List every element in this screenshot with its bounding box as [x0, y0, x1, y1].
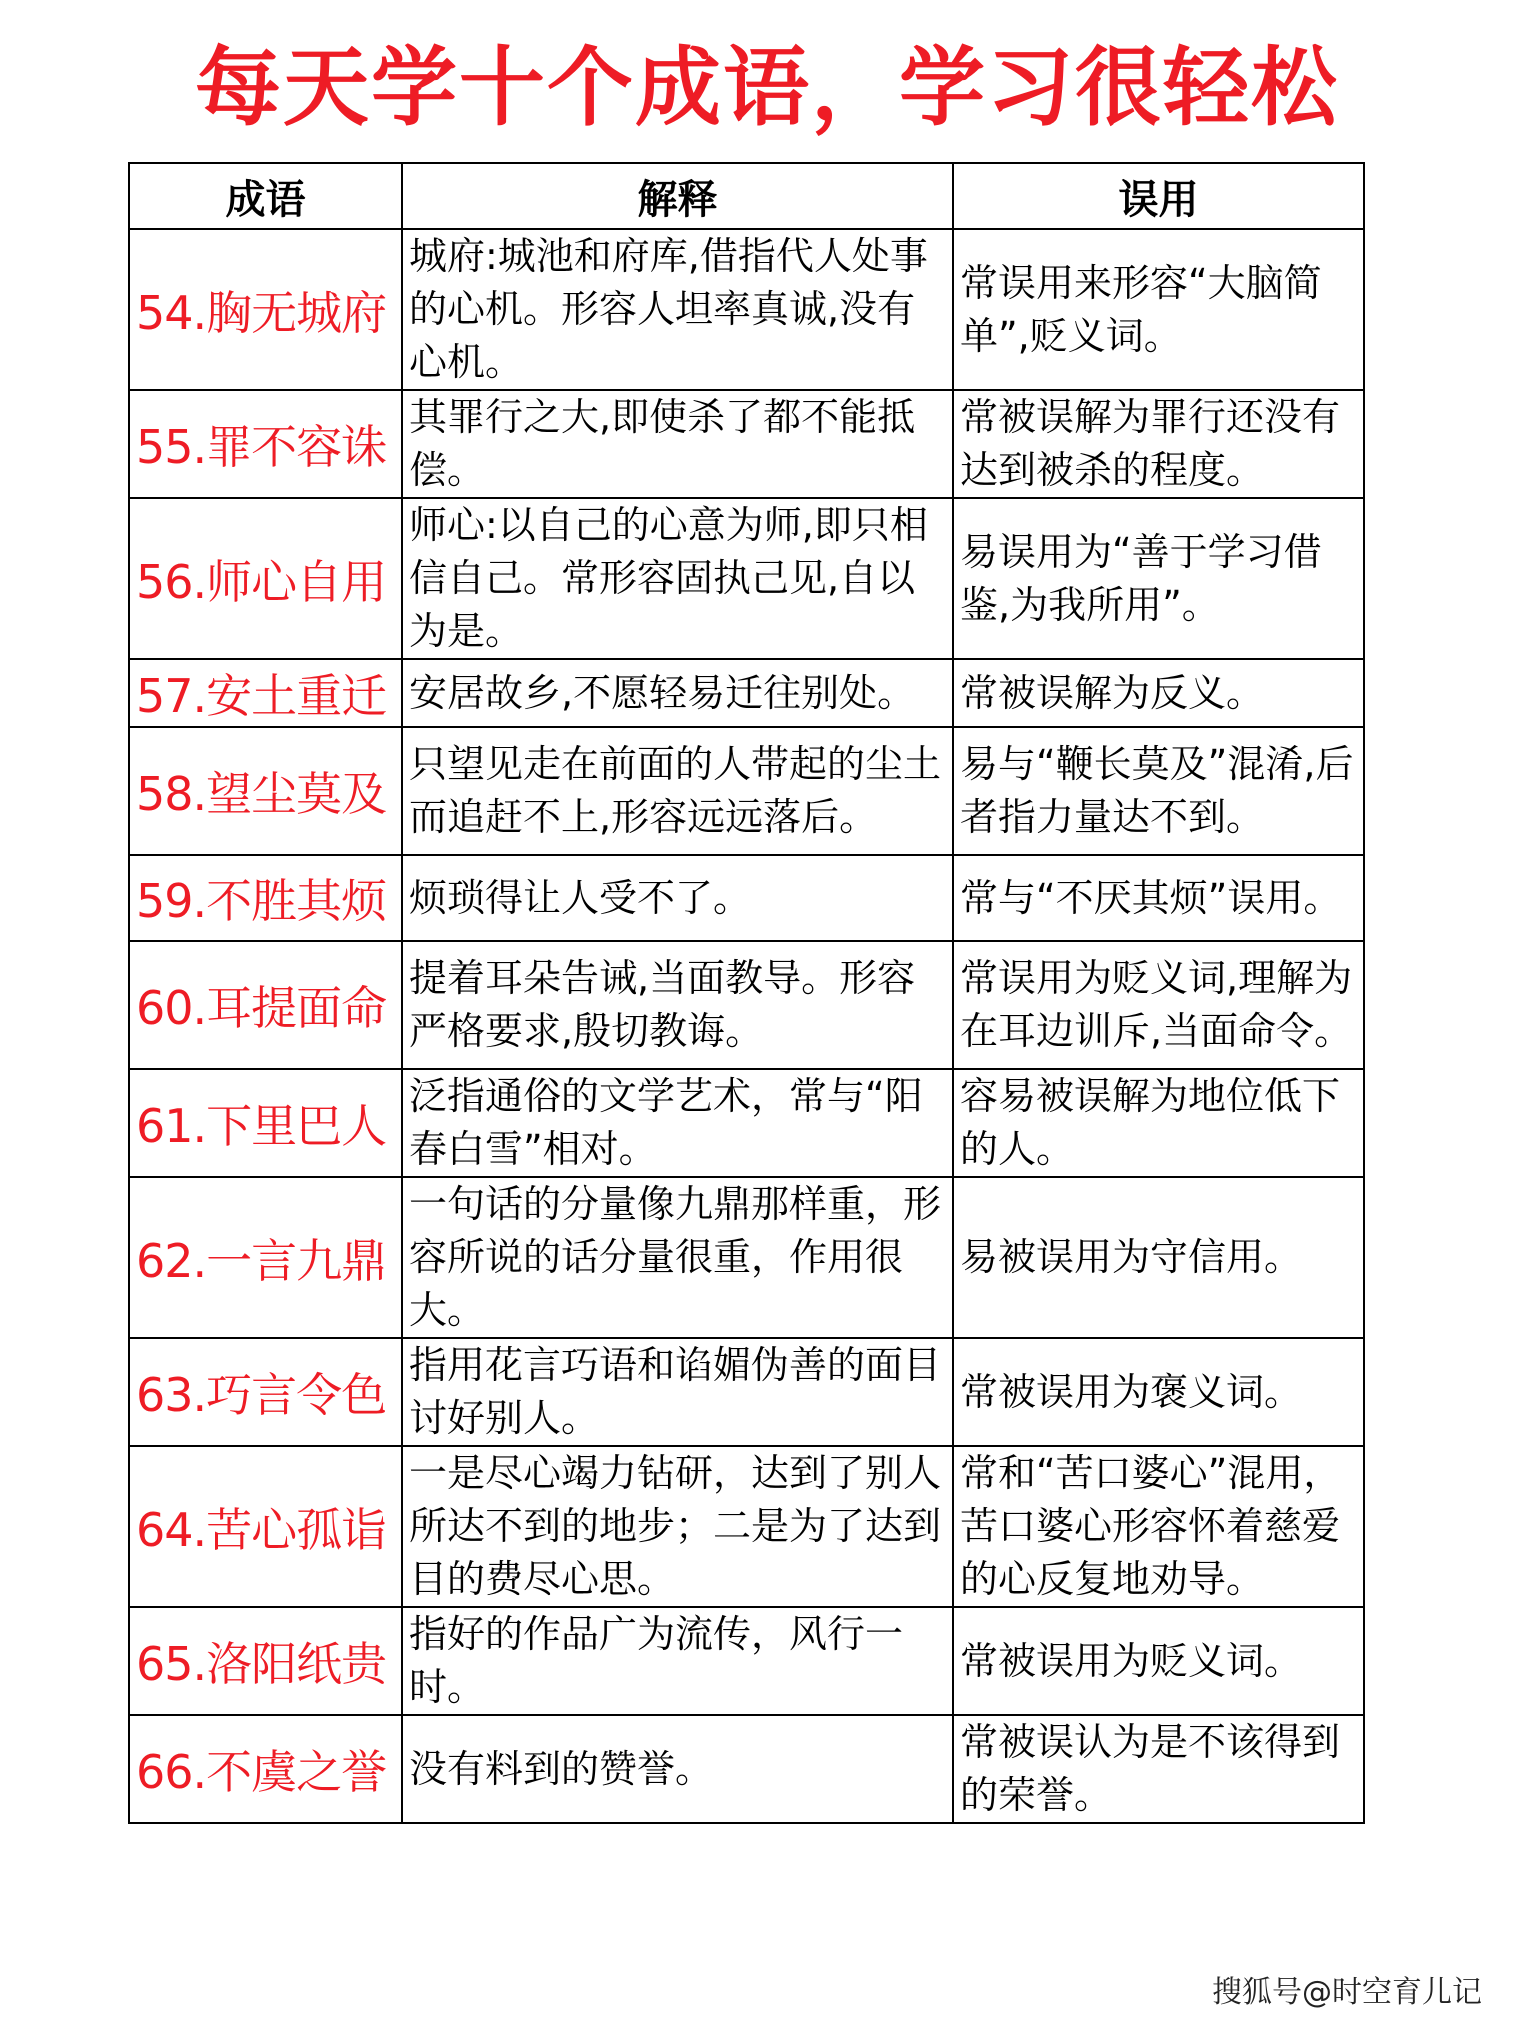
- idiom-table: [128, 162, 1365, 1824]
- table-row: [129, 229, 1364, 390]
- explanation-cell: 城府:城池和府库,借指代人处事的心机。形容人坦率真诚,没有心机。: [402, 229, 953, 390]
- explanation-cell: 烦琐得让人受不了。: [402, 855, 953, 941]
- misuse-cell: 易与“鞭长莫及”混淆,后者指力量达不到。: [953, 727, 1364, 855]
- idiom-cell: 58.望尘莫及: [129, 727, 402, 855]
- idiom-cell: 55.罪不容诛: [129, 390, 402, 498]
- idiom-cell: 64.苦心孤诣: [129, 1446, 402, 1607]
- table-row: [129, 1338, 1364, 1446]
- idiom-cell: 60.耳提面命: [129, 941, 402, 1069]
- explanation-cell: 指用花言巧语和谄媚伪善的面目讨好别人。: [402, 1338, 953, 1446]
- misuse-cell: 常和“苦口婆心”混用，苦口婆心形容怀着慈爱的心反复地劝导。: [953, 1446, 1364, 1607]
- explanation-cell: 只望见走在前面的人带起的尘土而追赶不上,形容远远落后。: [402, 727, 953, 855]
- table-row: [129, 390, 1364, 498]
- table-row: [129, 1446, 1364, 1607]
- idiom-cell: 66.不虞之誉: [129, 1715, 402, 1823]
- misuse-cell: 常被误认为是不该得到的荣誉。: [953, 1715, 1364, 1823]
- table-row: [129, 1177, 1364, 1338]
- misuse-cell: 常误用为贬义词,理解为在耳边训斥,当面命令。: [953, 941, 1364, 1069]
- explanation-cell: 师心:以自己的心意为师,即只相信自己。常形容固执己见,自以为是。: [402, 498, 953, 659]
- explanation-cell: 一句话的分量像九鼎那样重，形容所说的话分量很重，作用很大。: [402, 1177, 953, 1338]
- misuse-cell: 常被误解为罪行还没有达到被杀的程度。: [953, 390, 1364, 498]
- misuse-cell: 常被误用为贬义词。: [953, 1607, 1364, 1715]
- idiom-cell: 56.师心自用: [129, 498, 402, 659]
- table-row: [129, 1069, 1364, 1177]
- header-idiom: 成语: [129, 163, 402, 229]
- explanation-cell: 安居故乡,不愿轻易迁往别处。: [402, 659, 953, 727]
- header-misuse: 误用: [953, 163, 1364, 229]
- table-row: [129, 855, 1364, 941]
- misuse-cell: 易误用为“善于学习借鉴,为我所用”。: [953, 498, 1364, 659]
- watermark: 搜狐号@时空育儿记: [1212, 1975, 1482, 2010]
- idiom-cell: 54.胸无城府: [129, 229, 402, 390]
- misuse-cell: 常被误用为褒义词。: [953, 1338, 1364, 1446]
- idiom-cell: 62.一言九鼎: [129, 1177, 402, 1338]
- idiom-cell: 65.洛阳纸贵: [129, 1607, 402, 1715]
- table-row: [129, 1607, 1364, 1715]
- misuse-cell: 易被误用为守信用。: [953, 1177, 1364, 1338]
- table-row: [129, 1715, 1364, 1823]
- explanation-cell: 一是尽心竭力钻研，达到了别人所达不到的地步；二是为了达到目的费尽心思。: [402, 1446, 953, 1607]
- page-title: 每天学十个成语，学习很轻松: [195, 38, 1339, 138]
- idiom-cell: 63.巧言令色: [129, 1338, 402, 1446]
- header-explanation: 解释: [402, 163, 953, 229]
- explanation-cell: 其罪行之大,即使杀了都不能抵偿。: [402, 390, 953, 498]
- misuse-cell: 常被误解为反义。: [953, 659, 1364, 727]
- explanation-cell: 泛指通俗的文学艺术，常与“阳春白雪”相对。: [402, 1069, 953, 1177]
- idiom-cell: 57.安土重迁: [129, 659, 402, 727]
- explanation-cell: 没有料到的赞誉。: [402, 1715, 953, 1823]
- table-row: [129, 659, 1364, 727]
- table-row: [129, 727, 1364, 855]
- idiom-cell: 59.不胜其烦: [129, 855, 402, 941]
- table-header-row: [129, 163, 1364, 229]
- misuse-cell: 常与“不厌其烦”误用。: [953, 855, 1364, 941]
- table-row: [129, 941, 1364, 1069]
- idiom-cell: 61.下里巴人: [129, 1069, 402, 1177]
- misuse-cell: 容易被误解为地位低下的人。: [953, 1069, 1364, 1177]
- table-row: [129, 498, 1364, 659]
- explanation-cell: 提着耳朵告诫,当面教导。形容严格要求,殷切教诲。: [402, 941, 953, 1069]
- explanation-cell: 指好的作品广为流传，风行一时。: [402, 1607, 953, 1715]
- misuse-cell: 常误用来形容“大脑简单”,贬义词。: [953, 229, 1364, 390]
